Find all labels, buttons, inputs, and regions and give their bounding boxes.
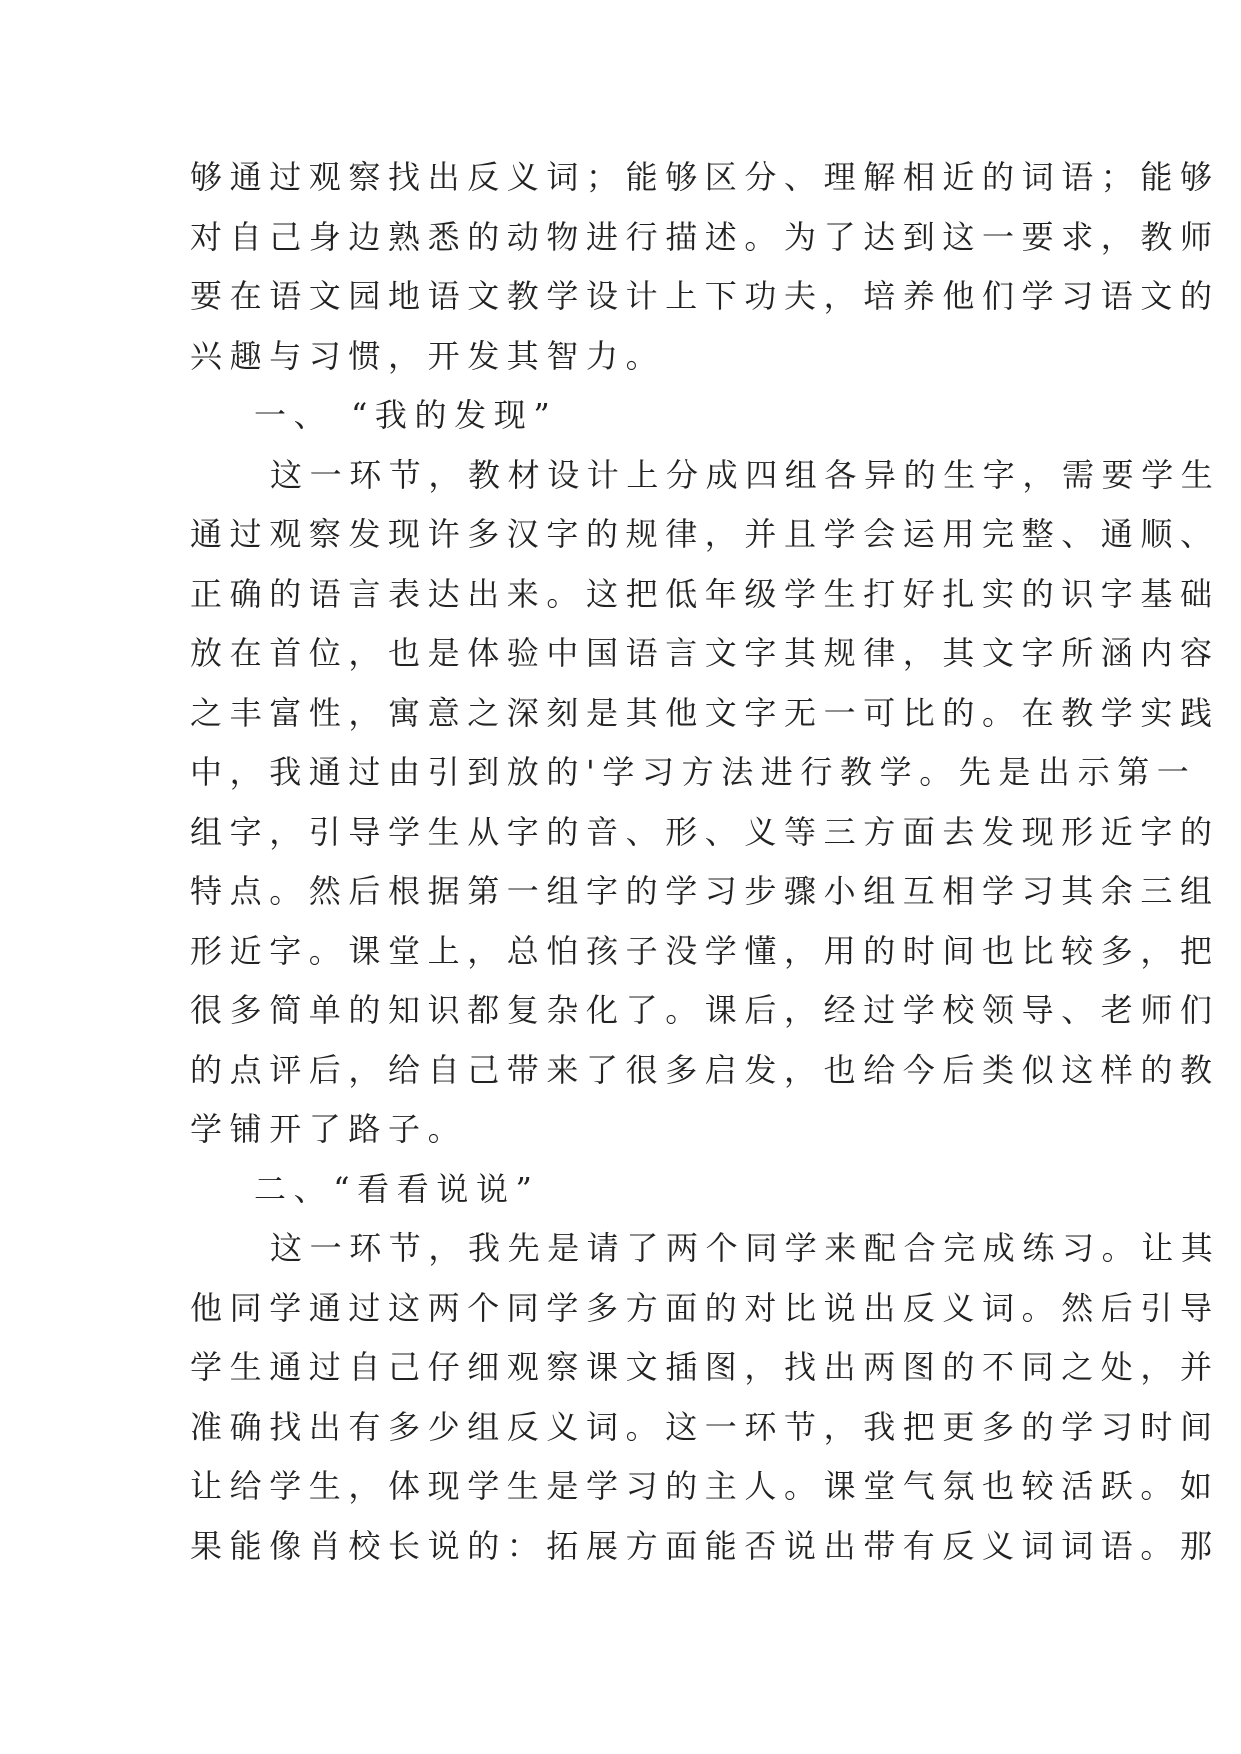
document-body <box>190 148 1221 1576</box>
section-heading: 二、“看看说说” <box>254 1169 540 1208</box>
text-line: 通过观察发现许多汉字的规律，并且学会运用完整、通顺、 <box>190 515 1220 553</box>
text-line: 形近字。课堂上，总怕孩子没学懂，用的时间也比较多，把 <box>190 931 1220 970</box>
text-line: 之丰富性，寓意之深刻是其他文字无一可比的。在教学实践 <box>190 693 1220 732</box>
text-line: 准确找出有多少组反义词。这一环节，我把更多的学习时间 <box>190 1407 1220 1446</box>
paragraph-first-line: 这一环节，教材设计上分成四组各异的生字，需要学生 <box>270 455 1221 494</box>
text-line: 中，我通过由引到放的'学习方法进行教学。先是出示第一 <box>190 753 1197 791</box>
text-line: 的点评后，给自己带来了很多启发，也给今后类似这样的教 <box>190 1050 1220 1089</box>
text-line: 正确的语言表达出来。这把低年级学生打好扎实的识字基础 <box>190 574 1220 613</box>
text-line: 兴趣与习惯，开发其智力。 <box>190 336 666 375</box>
paragraph-first-line: 这一环节，我先是请了两个同学来配合完成练习。让其 <box>270 1229 1221 1267</box>
text-line: 学生通过自己仔细观察课文插图，找出两图的不同之处，并 <box>190 1348 1220 1386</box>
text-line: 放在首位，也是体验中国语言文字其规律，其文字所涵内容 <box>190 634 1220 672</box>
text-line: 组字，引导学生从字的音、形、义等三方面去发现形近字的 <box>190 812 1220 851</box>
text-line: 他同学通过这两个同学多方面的对比说出反义词。然后引导 <box>190 1288 1220 1327</box>
text-line: 特点。然后根据第一组字的学习步骤小组互相学习其余三组 <box>190 872 1220 910</box>
text-line: 很多简单的知识都复杂化了。课后，经过学校领导、老师们 <box>190 991 1220 1029</box>
text-line: 够通过观察找出反义词；能够区分、理解相近的词语；能够 <box>190 158 1220 196</box>
text-line: 要在语文园地语文教学设计上下功夫，培养他们学习语文的 <box>190 277 1220 315</box>
text-line: 让给学生，体现学生是学习的主人。课堂气氛也较活跃。如 <box>190 1467 1220 1505</box>
text-line: 果能像肖校长说的：拓展方面能否说出带有反义词词语。那 <box>190 1526 1220 1565</box>
text-line: 对自己身边熟悉的动物进行描述。为了达到这一要求，教师 <box>190 217 1220 256</box>
section-heading: 一、 “我的发现” <box>254 396 558 434</box>
text-line: 学铺开了路子。 <box>190 1110 468 1148</box>
